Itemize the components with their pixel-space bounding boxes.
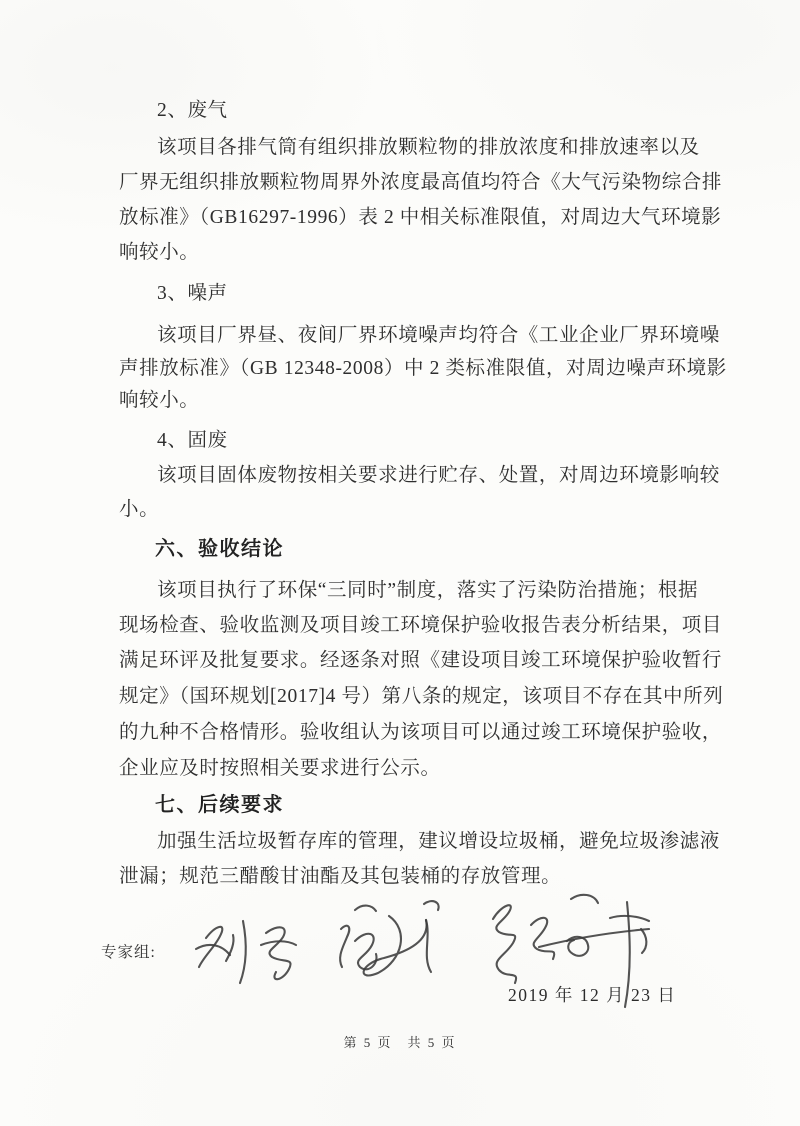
section-heading-waste-gas: 2、废气 [157,100,228,121]
text-line: 该项目固体废物按相关要求进行贮存、处置，对周边环境影响较 [157,465,720,486]
text-line: 企业应及时按照相关要求进行公示。 [119,758,441,779]
page-number-footer: 第 5 页 共 5 页 [343,1035,457,1050]
section-heading-acceptance-conclusion: 六、验收结论 [155,538,284,560]
text-line: 满足环评及批复要求。经逐条对照《建设项目竣工环境保护验收暂行 [119,650,723,671]
text-line: 泄漏；规范三醋酸甘油酯及其包装桶的存放管理。 [119,866,562,887]
handwritten-signature-2 [325,896,470,991]
text-line: 加强生活垃圾暂存库的管理，建议增设垃圾桶，避免垃圾渗滤液 [157,831,720,852]
text-line: 响较小。 [119,242,200,263]
text-line: 该项目各排气筒有组织排放颗粒物的排放浓度和排放速率以及 [157,137,700,158]
text-line: 厂界无组织排放颗粒物周界外浓度最高值均符合《大气污染物综合排 [119,172,723,193]
section-heading-noise: 3、噪声 [157,283,228,304]
text-line: 该项目执行了环保“三同时”制度，落实了污染防治措施；根据 [157,580,699,601]
text-line: 放标准》（GB16297-1996）表 2 中相关标准限值，对周边大气环境影 [119,207,722,228]
signature-date: 2019 年 12 月 23 日 [508,985,677,1005]
expert-group-label: 专家组: [101,944,156,961]
text-line: 响较小。 [119,390,200,411]
text-line: 该项目厂界昼、夜间厂界环境噪声均符合《工业企业厂界环境噪 [157,325,720,346]
text-line: 声排放标准》（GB 12348-2008）中 2 类标准限值，对周边噪声环境影 [119,358,727,379]
handwritten-signature-1 [190,912,315,997]
section-heading-follow-up-requirements: 七、后续要求 [155,794,284,816]
text-line: 的九种不合格情形。验收组认为该项目可以通过竣工环境保护验收， [119,722,723,743]
text-line: 小。 [119,499,160,520]
text-line: 现场检查、验收监测及项目竣工环境保护验收报告表分析结果，项目 [119,615,723,636]
section-heading-solid-waste: 4、固废 [157,430,228,451]
text-line: 规定》（国环规划[2017]4 号）第八条的规定，该项目不存在其中所列 [119,686,724,707]
